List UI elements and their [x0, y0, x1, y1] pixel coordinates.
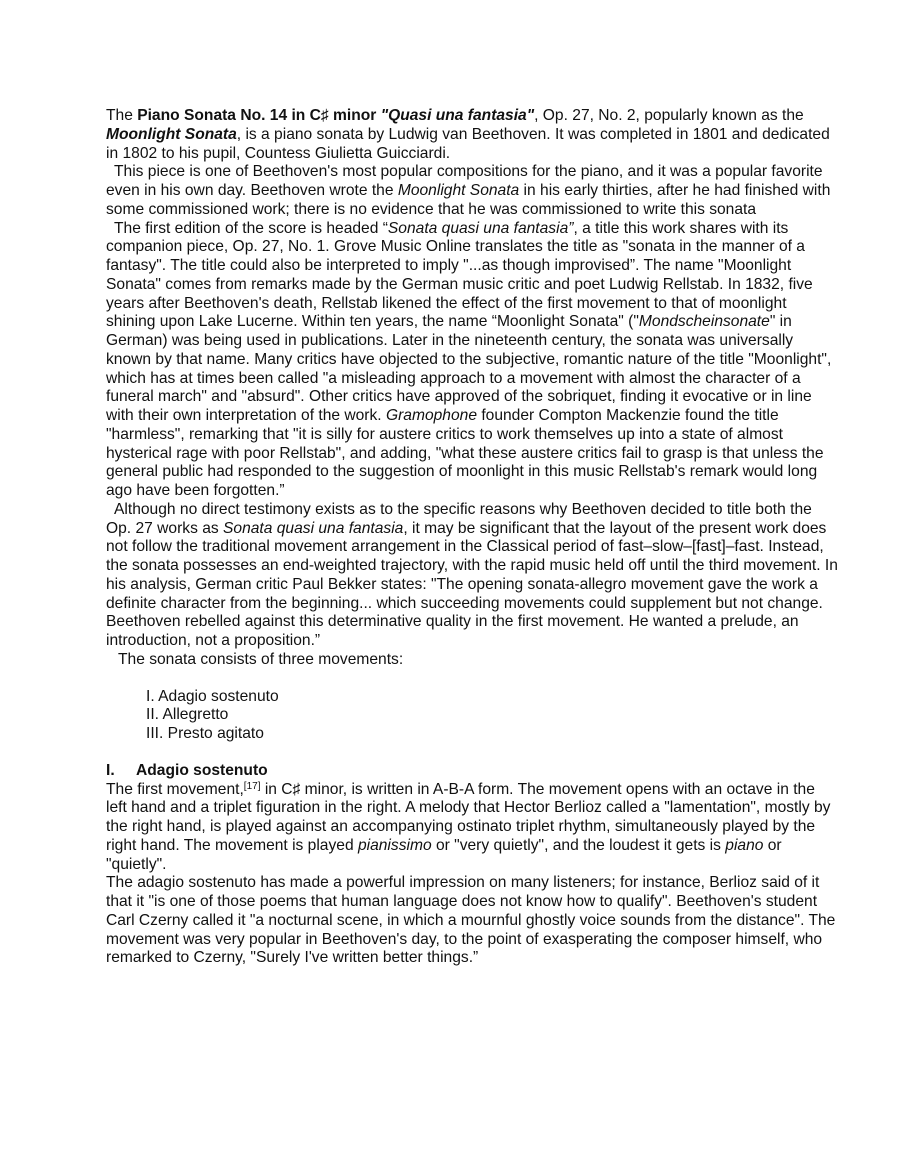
section-number: I.	[106, 761, 115, 779]
spacer	[106, 670, 840, 688]
italic-text: Sonata quasi una fantasia	[223, 519, 404, 537]
paragraph-text: in his early thirties, after he had finished with some commissioned work; there is no evidence that he was commissioned to write this sonata	[106, 182, 831, 218]
paragraph-text: in C♯ minor, is written in A-B-A form. The movement opens with an octave in the left hand and a triplet figuration in the right. A melody that Hector Berlioz called a "lamentation", mostly by the right hand, is played against an accompanying ostinato triplet rhythm, simultaneously played by the right hand. The movement is played	[106, 780, 831, 854]
list-item: II. Allegretto	[146, 706, 229, 724]
intro-text: , Op. 27, No. 2, popularly known as the	[534, 107, 804, 124]
paragraph-text: This piece is one of Beethoven's most popular compositions for the piano, and it was a popular favorite even in his own day. Beethoven wrote the	[106, 163, 823, 199]
paragraph-text: " in German) was being used in publications. Later in the nineteenth century, the sonata was universally known by that name. Many critics have objected to the subjective, romantic nature of the title "Moonlight", which has at times been called "a misleading approach to a movement with almost the character of a funeral march" and "absurd". Other critics have approved of the sobriquet, finding it evocative or in line with their own interpretation of the work.	[106, 313, 832, 424]
intro-text: The	[106, 107, 138, 124]
italic-text: Moonlight Sonata	[397, 182, 520, 199]
italic-text: Mondscheinsonate	[638, 313, 770, 331]
structure-paragraph	[106, 501, 840, 651]
sonata-subtitle-bold-italic: "Quasi una fantasia"	[380, 107, 535, 124]
section-heading	[106, 762, 840, 781]
paragraph-text: Although no direct testimony exists as to the specific reasons why Beethoven decided to title both the Op. 27 works as	[106, 500, 812, 537]
title-origin-paragraph	[106, 220, 840, 501]
list-item: I. Adagio sostenuto	[146, 687, 279, 705]
paragraph-text: , a title this work shares with its companion piece, Op. 27, No. 1. Grove Music Online translates the title as "sonata in the manner of a fantasy". The title could also be interpreted to imply "...as though improvised”. The name "Moonlight Sonata" comes from remarks made by the German music critic and poet Ludwig Rellstab. In 1832, five years after Beethoven's death, Rellstab likened the effect of the first movement to that of moonlight shining upon Lake Lucerne. Within ten years, the name “Moonlight Sonata" ("	[106, 219, 813, 331]
intro-text: , is a piano sonata by Ludwig van Beethoven. It was completed in 1801 and dedicated in 1802 to his pupil, Countess Giulietta Guicciardi.	[106, 125, 830, 162]
reception-paragraph: The adagio sostenuto has made a powerful impression on many listeners; for instance, Berlioz said of it that it "is one of those poems that human language does not know how to qualify". Beethoven's student Carl Czerny called it "a nocturnal scene, in which a mournful ghostly voice sounds from the distance". The movement was very popular in Beethoven's day, to the point of exasperating the composer himself, who remarked to Czerny, "Surely I've written better things.”	[106, 874, 836, 967]
italic-text: pianissimo	[357, 836, 432, 854]
italic-text: Sonata quasi una fantasia”	[387, 219, 574, 237]
intro-paragraph	[106, 107, 840, 163]
paragraph-text: The first edition of the score is headed “	[114, 219, 388, 237]
section-title: Adagio sostenuto	[136, 761, 268, 779]
list-item: III. Presto agitato	[146, 725, 264, 742]
paragraph-text: The first movement,	[106, 780, 244, 798]
paragraph-text: or "very quietly", and the loudest it gets is	[431, 836, 726, 854]
sonata-title-bold: Piano Sonata No. 14 in C♯ minor	[137, 107, 381, 124]
paragraph-text: founder Compton Mackenzie found the title "harmless", remarking that "it is silly for austere critics to work themselves up into a state of almost hysterical rage with poor Rellstab", and adding, "what these austere critics fail to grasp is that unless the general public had responded to the suggestion of moonlight in this music Rellstab's remark would long ago have been forgotten.”	[106, 407, 824, 499]
popularity-paragraph	[106, 163, 840, 219]
italic-text: piano	[725, 836, 764, 854]
movements-list	[106, 688, 840, 744]
movements-intro: The sonata consists of three movements:	[118, 650, 404, 668]
first-movement-paragraph	[106, 781, 840, 875]
footnote-reference[interactable]: [17]	[243, 780, 261, 792]
moonlight-sonata-bold-italic: Moonlight Sonata	[106, 125, 237, 143]
italic-text: Gramophone	[385, 407, 477, 424]
paragraph-text: or "quietly".	[106, 836, 782, 873]
paragraph-text: , it may be significant that the layout of the present work does not follow the traditional movement arrangement in the Classical period of fast–slow–[fast]–fast. Instead, the sonata possesses an end-weighted trajectory, with the rapid music held off until the third movement. In his analysis, German critic Paul Bekker states: "The opening sonata-allegro movement gave the work a definite character from the beginning... which succeeding movements could supplement but not change. Beethoven rebelled against this determinative quality in the first movement. He wanted a prelude, an introduction, not a proposition.”	[106, 519, 838, 649]
